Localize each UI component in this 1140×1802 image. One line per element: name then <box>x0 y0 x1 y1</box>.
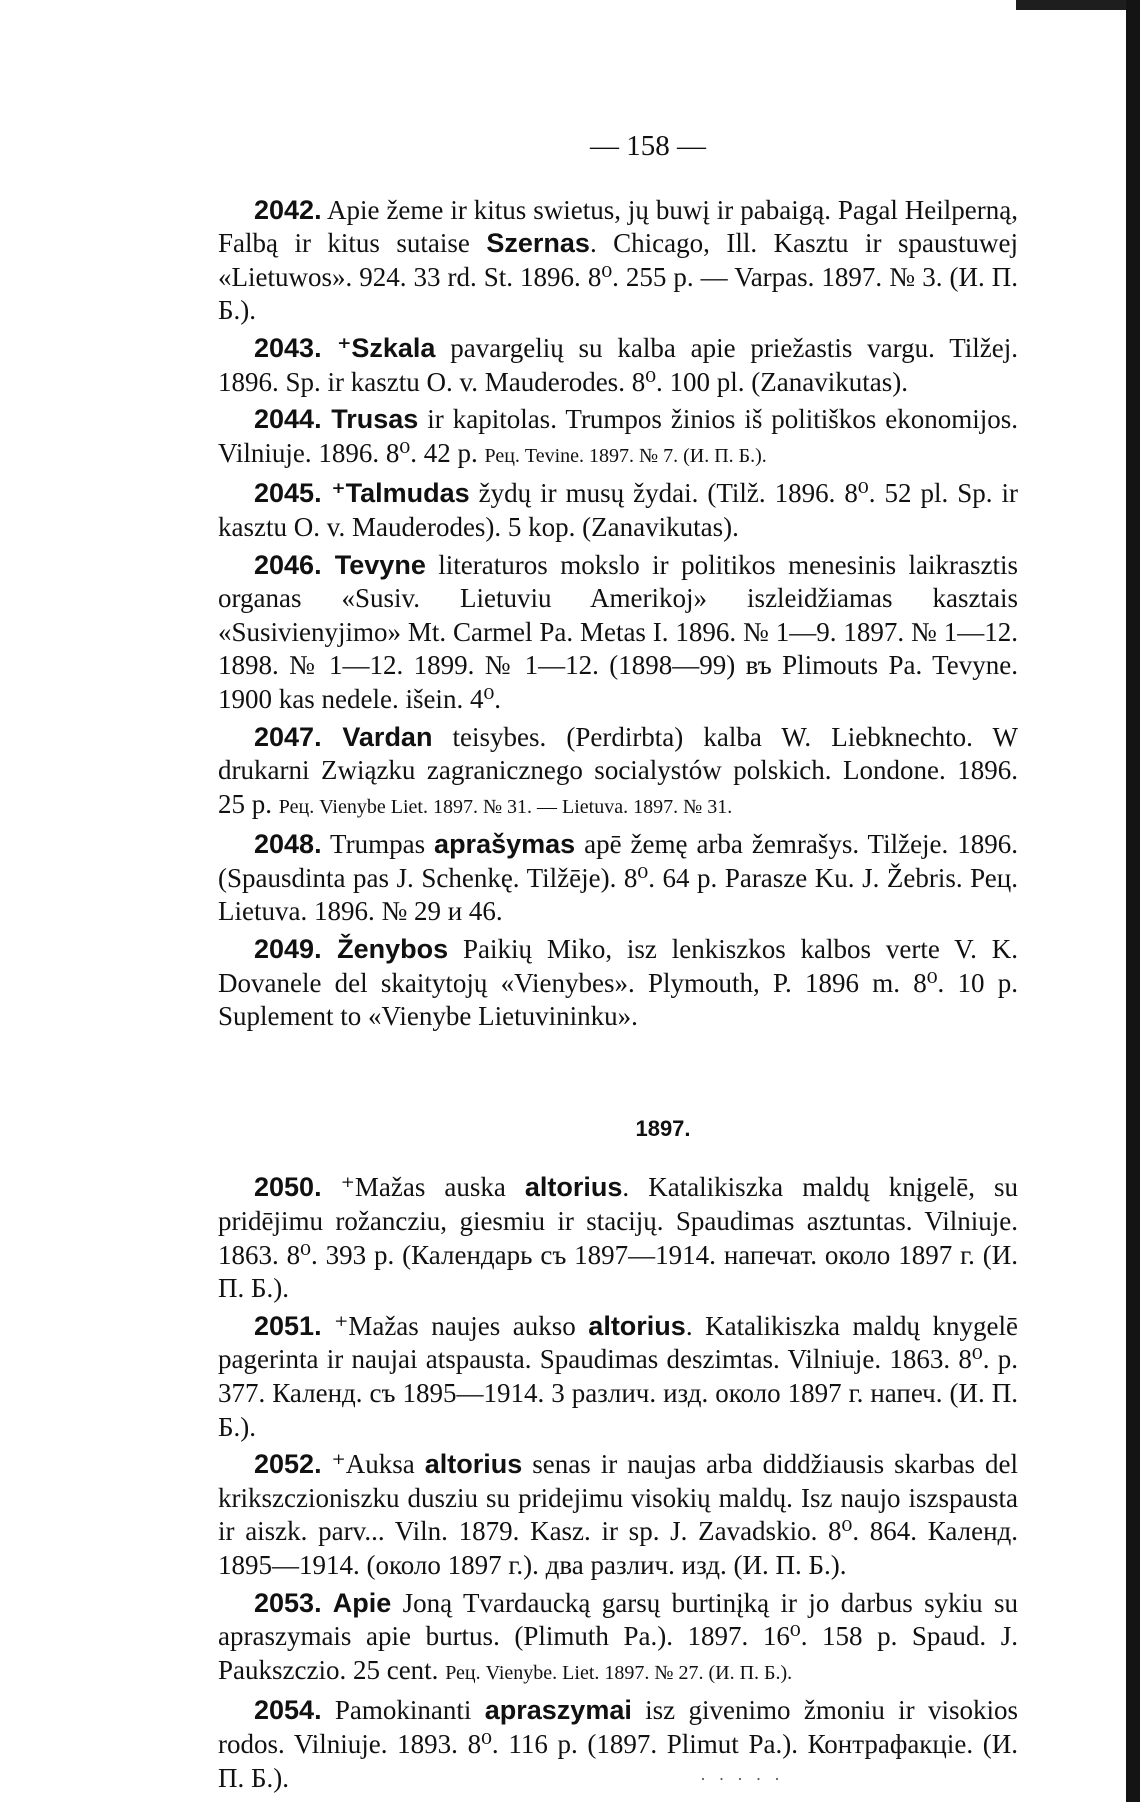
entry-text: Pamokinanti <box>321 1695 485 1726</box>
entry-keyword: Apie <box>321 1587 392 1618</box>
entry-keyword: Szernas <box>486 228 590 259</box>
entry-keyword: ⁺Talmudas <box>321 478 470 509</box>
entries-1897 <box>218 1171 1018 1795</box>
entry-text: teisybes. (Perdirbta) kalba W. Liebknechto. W drukarni Związku zagranicznego socialystów polskich. Londone. 1896. 25 p. <box>218 721 1018 819</box>
entries-1896 <box>218 194 1018 1034</box>
entry-number: 2050. <box>254 1172 322 1203</box>
page-number: — 158 — <box>590 130 706 162</box>
entry-keyword: Ženybos <box>321 934 449 965</box>
bibliography-entry <box>218 1694 1018 1795</box>
bibliography-entry <box>218 1448 1018 1582</box>
entry-text: Рец. Tevine. 1897. № 7. (И. П. Б.). <box>484 444 767 467</box>
entry-text: literaturos mokslo ir politikos menesinis laikrasztis organas «Susiv. Lietuviu Amerikoj» iszleidžiamas kasztais «Susivienyjimo» Mt. Carmel Pa. Metas I. 1896. № 1—9. 1897. № 1—12. 1898. № 1—12. 1899. № 1—12. (1898—99) въ Plimouts Pa. Tevyne. 1900 kas nedele. išein. 4⁰. <box>218 549 1018 714</box>
entry-text: Trumpas <box>321 829 435 860</box>
entry-text: žydų ir musų žydai. (Tilž. 1896. 8⁰. 52 pl. Sp. ir kasztu O. v. Mauderodes). 5 kop. (Zanavikutas). <box>218 478 1018 542</box>
entry-text: Рец. Vienybe. Liet. 1897. № 27. (И. П. Б.). <box>445 1661 793 1684</box>
entry-keyword: Vardan <box>321 721 433 752</box>
section-year-heading: 1897. <box>635 1115 691 1141</box>
entry-text: ⁺Auksa <box>321 1449 425 1480</box>
entry-text: Joną Tvardaucką garsų burtinįką ir jo darbus sykiu su apraszymais apie burtus. (Plimuth Pa.). 1897. 16⁰. 158 p. Spaud. J. Paukszczio. 25 cent. <box>218 1587 1018 1685</box>
bibliography-entry <box>218 828 1018 929</box>
entry-text: . Katalikiszka maldų knįgelē, su pridējimu rožancziu, giesmiu ir stacijų. Spaudimas asztuntas. Vilniuje. 1863. 8⁰. 393 p. (Календарь съ 1897—1914. напечат. около 1897 г. (И. П. Б.). <box>218 1172 1018 1304</box>
entry-keyword: aprašymas <box>434 829 576 860</box>
entry-number: 2047. <box>254 721 322 752</box>
entry-text: . Katalikiszka maldų knygelē pagerinta ir naujai atspausta. Spaudimas deszimtas. Vilniuje. 1863. 8⁰. p. 377. Календ. съ 1895—1914. 3 различ. изд. около 1897 г. напеч. (И. П. Б.). <box>218 1310 1019 1442</box>
entry-keyword: altorius <box>588 1310 686 1341</box>
entry-text: ⁺Mažas naujes aukso <box>321 1310 589 1341</box>
bibliography-entry <box>218 1587 1018 1691</box>
bibliography-entry <box>218 1310 1018 1444</box>
entry-text: apē žemę arba žemrašys. Tilžeje. 1896. (Spausdinta pas J. Schenkę. Tilžēje). 8⁰. 64 p. Parasze Ku. J. Žebris. Рец. Lietuva. 1896. № 29 и 46. <box>218 829 1018 927</box>
entry-keyword: apraszymai <box>484 1695 632 1726</box>
entry-number: 2044. <box>254 404 322 435</box>
bibliography-entry <box>218 194 1018 328</box>
entry-number: 2048. <box>254 829 322 860</box>
entry-text: Рец. Vienybe Liet. 1897. № 31. — Lietuva. 1897. № 31. <box>278 795 733 818</box>
bibliography-entry <box>218 403 1018 473</box>
entry-text: . Chicago, Ill. Kasztu ir spaustuwej «Lietuwos». 924. 33 rd. St. 1896. 8⁰. 255 p. — Varpas. 1897. № 3. (И. П. Б.). <box>218 228 1018 326</box>
entry-number: 2053. <box>254 1587 322 1618</box>
bottom-scan-noise: · · · · · <box>700 1769 784 1789</box>
entry-keyword: ⁺Szkala <box>321 332 436 363</box>
bibliography-entry <box>218 332 1018 399</box>
bibliography-entry <box>218 933 1018 1034</box>
entry-number: 2045. <box>254 478 322 509</box>
bibliography-entry <box>218 1171 1018 1305</box>
entry-text: isz givenimo žmoniu ir visokios rodos. Vilniuje. 1893. 8⁰. 116 p. (1897. Plimut Pa.). Контрафакціе. (И. П. Б.). <box>218 1695 1018 1793</box>
entry-keyword: altorius <box>524 1172 623 1203</box>
entry-number: 2046. <box>254 549 322 580</box>
entry-keyword: altorius <box>424 1449 523 1480</box>
entry-text: senas ir naujas arba diddžiausis skarbas del krikszczioniszku dusziu su pridejimu visokių maldų. Isz naujo iszspausta ir aiszk. parv... Viln. 1879. Kasz. ir sp. J. Zavadskio. 8⁰. 864. Календ. 1895—1914. (около 1897 г.). два различ. изд. (И. П. Б.). <box>218 1449 1018 1580</box>
bibliography-entry <box>218 721 1018 825</box>
entry-number: 2054. <box>254 1695 322 1726</box>
entry-number: 2052. <box>254 1449 322 1480</box>
page-content <box>218 130 1018 1799</box>
scan-edge-bar <box>1126 0 1140 1802</box>
entry-keyword: Tevyne <box>321 549 426 580</box>
bibliography-entry <box>218 477 1018 544</box>
entry-keyword: Trusas <box>321 404 419 435</box>
scan-edge-mark <box>1016 0 1126 10</box>
entry-text: Paikių Miko, isz lenkiszkos kalbos verte V. K. Dovanele del skaitytojų «Vienybes». Plymouth, P. 1896 m. 8⁰. 10 p. Suplement to «Vienybe Lietuvininku». <box>218 934 1018 1032</box>
entry-number: 2042. <box>254 194 322 225</box>
entry-text: ir kapitolas. Trumpos žinios iš politiškos ekonomijos. Vilniuje. 1896. 8⁰. 42 p. <box>218 404 1018 468</box>
entry-number: 2049. <box>254 934 322 965</box>
entry-number: 2043. <box>254 332 322 363</box>
entry-number: 2051. <box>254 1310 322 1341</box>
entry-text: Apie žeme ir kitus swietus, jų buwį ir pabaigą. Pagal Heilperną, Falbą ir kitus sutaise <box>218 194 1018 259</box>
entry-text: ⁺Mažas auska <box>321 1172 525 1203</box>
bibliography-entry <box>218 549 1018 717</box>
entry-text: pavargelių su kalba apie priežastis vargu. Tilžej. 1896. Sp. ir kasztu O. v. Mauderodes. 8⁰. 100 pl. (Zanavikutas). <box>218 332 1018 397</box>
